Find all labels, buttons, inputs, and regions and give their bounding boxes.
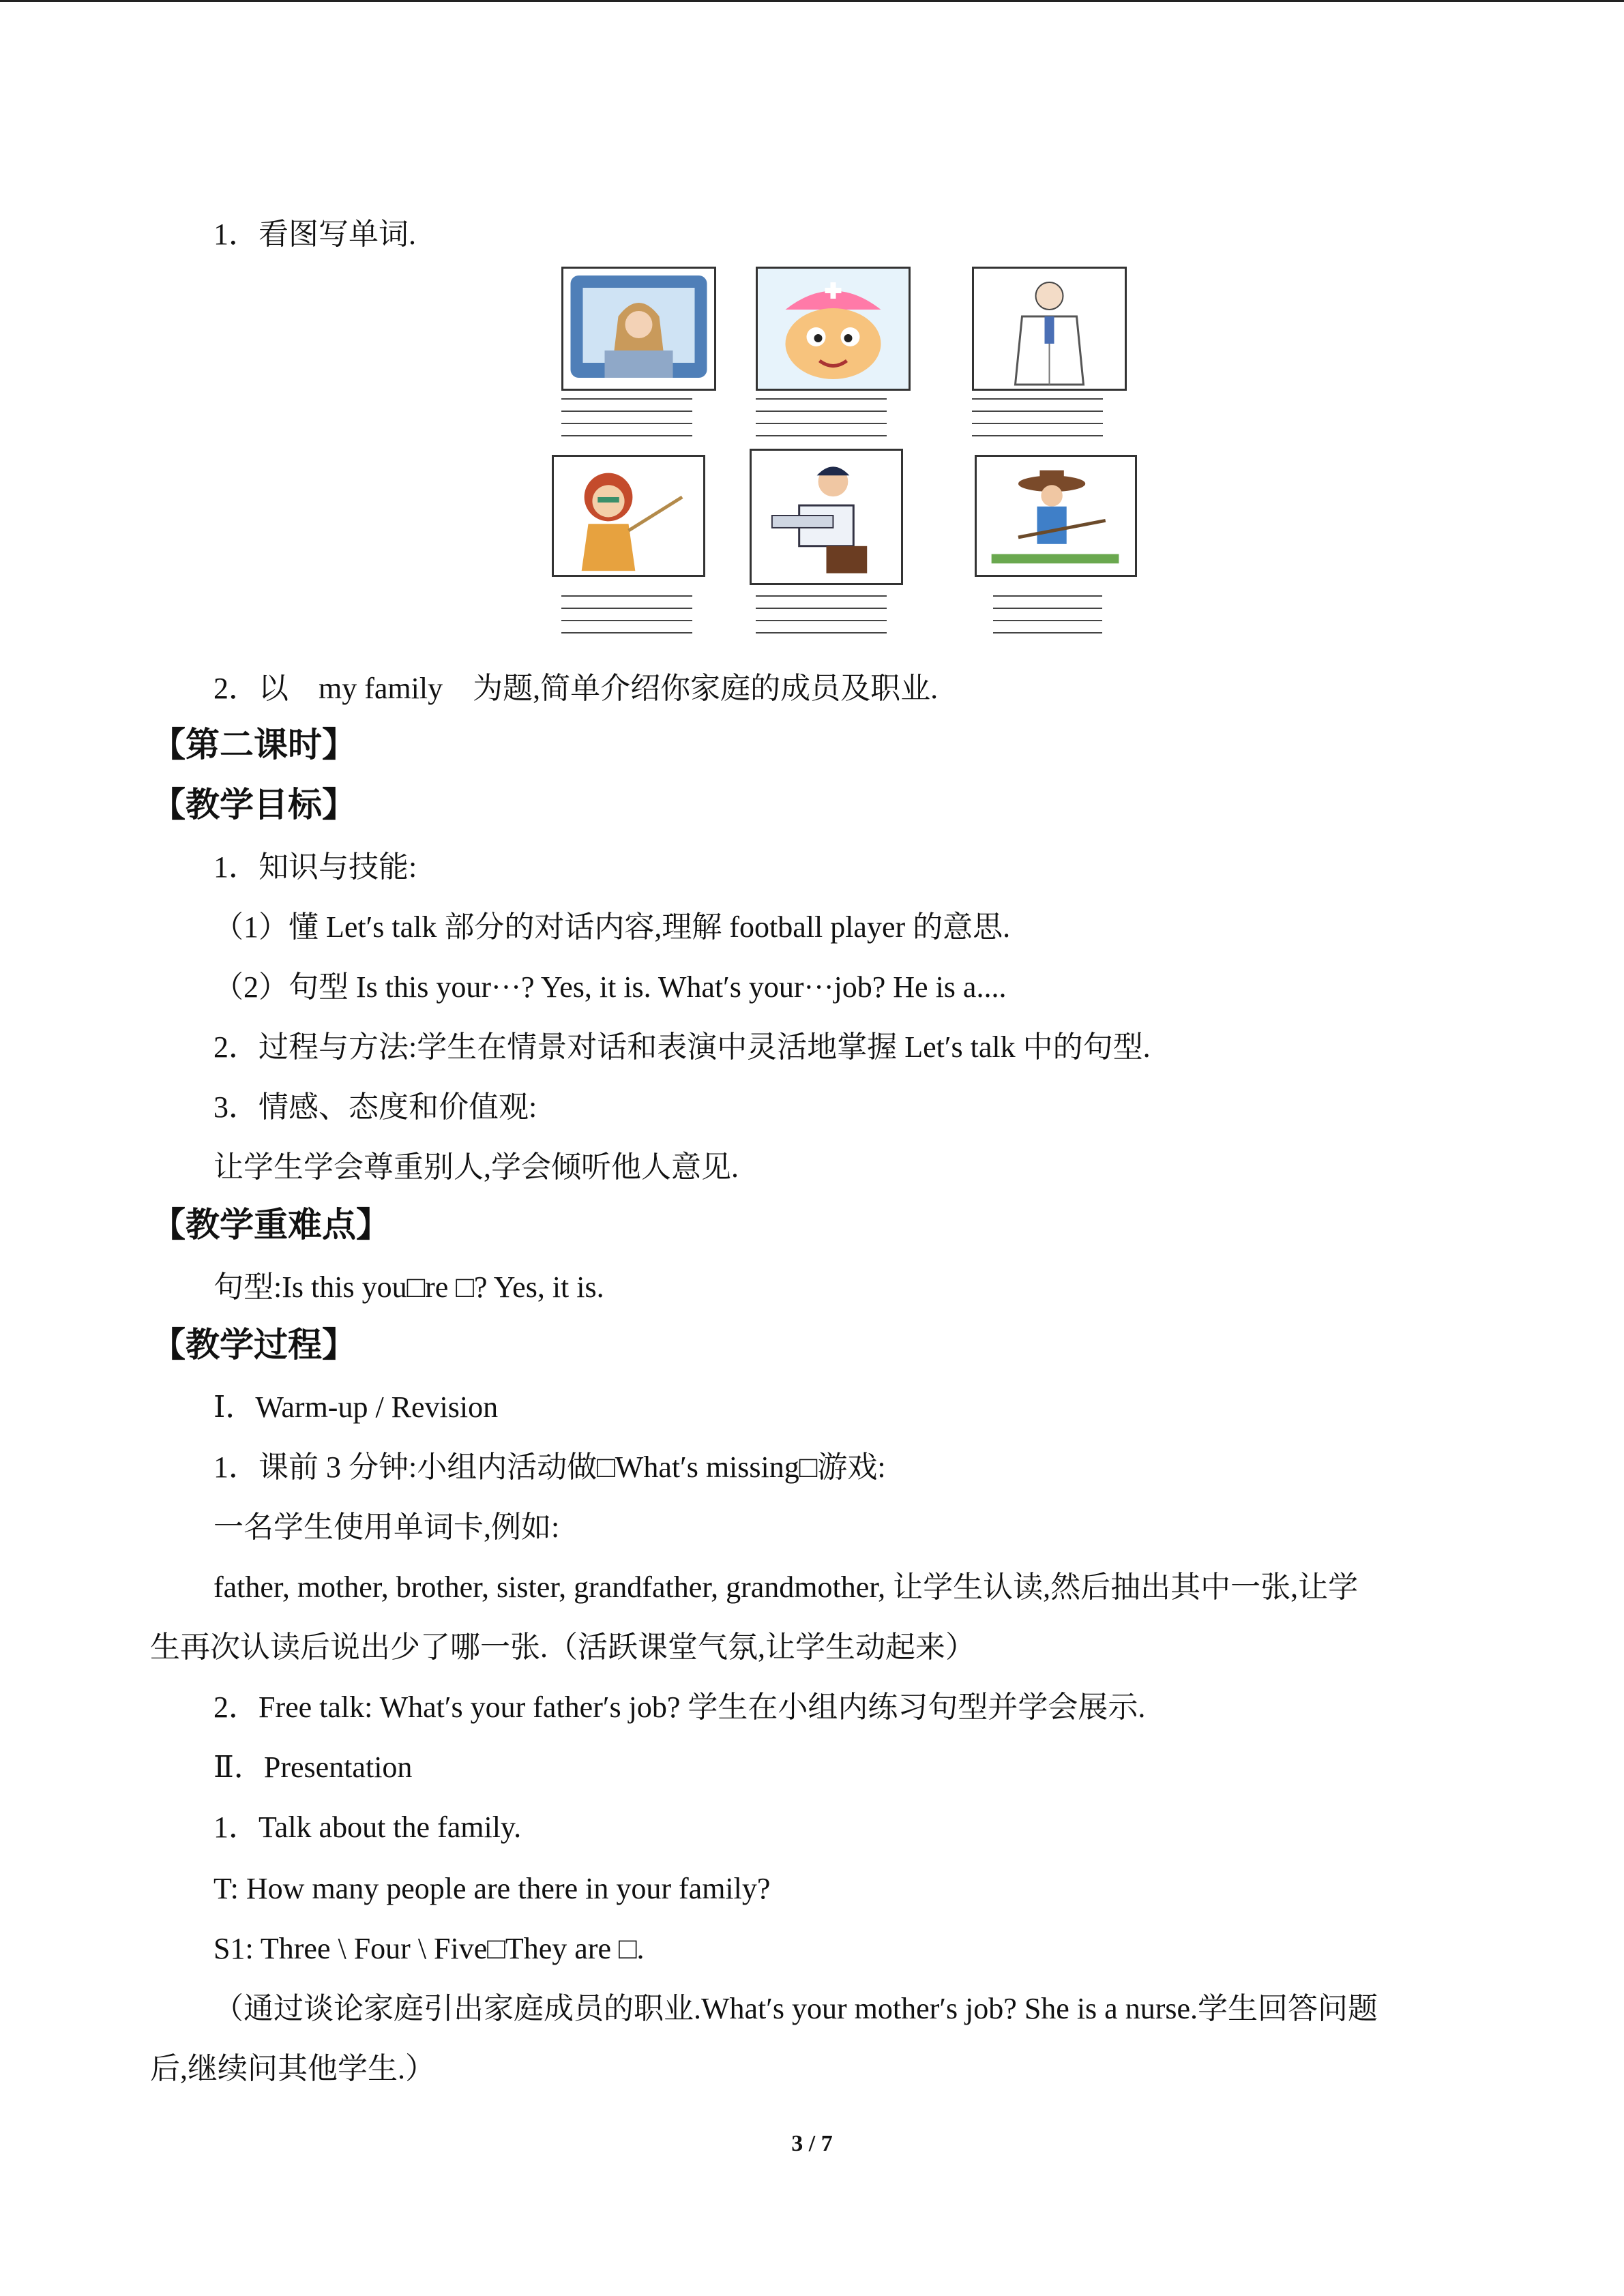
presentation-heading: Ⅱ．Presentation [213,1750,413,1784]
page-top-border [0,0,1624,2]
goal-1: 1．知识与技能: [213,850,417,884]
warmup-step-1b-line2: 生再次认读后说出少了哪一张.（活跃课堂气氛,让学生动起来） [150,1630,975,1664]
picture-teacher [552,455,705,577]
answer-lines-driver[interactable] [561,398,692,447]
goal-2: 2．过程与方法:学生在情景对话和表演中灵活地掌握 Let′s talk 中的句型. [213,1030,1151,1064]
picture-nurse [756,267,911,391]
goals-heading: 【教学目标】 [151,785,356,824]
student-line: S1: Three \ Four \ Five□They are □. [213,1932,645,1965]
answer-lines-doctor[interactable] [972,398,1103,447]
goal-1a: （1）懂 Let′s talk 部分的对话内容,理解 football player 的意思. [213,910,1011,944]
note-line-2: 后,继续问其他学生.） [150,2052,435,2085]
page-number: 3 / 7 [791,2131,833,2156]
lesson-heading: 【第二课时】 [151,725,356,764]
goal-1b: （2）句型 Is this your···? Yes, it is. What′s your···job? He is a.... [213,970,1007,1004]
answer-lines-sailor[interactable] [756,595,887,644]
key-points-heading: 【教学重难点】 [151,1205,390,1244]
answer-lines-teacher[interactable] [561,595,692,644]
exercise-question-2: 2．以 my family 为题,简单介绍你家庭的成员及职业. [213,672,939,705]
warmup-step-1b-line1: father, mother, brother, sister, grandfather, grandmother, 让学生认读,然后抽出其中一张,让学 [213,1570,1359,1604]
warmup-step-1: 1．课前 3 分钟:小组内活动做□What′s missing□游戏: [213,1450,886,1484]
key-points-text: 句型:Is this you□re □? Yes, it is. [213,1270,604,1304]
note-line-1: （通过谈论家庭引出家庭成员的职业.What′s your mother′s job? She is a nurse.学生回答问题 [213,1992,1378,2025]
picture-driver [561,267,716,391]
process-heading: 【教学过程】 [151,1325,356,1365]
picture-sailor [750,449,903,585]
warmup-heading: Ⅰ．Warm-up / Revision [213,1390,499,1424]
goal-3a: 让学生学会尊重别人,学会倾听他人意见. [213,1150,739,1184]
doctor-icon [974,269,1125,389]
farmer-icon [977,457,1135,575]
goal-3: 3．情感、态度和价值观: [213,1090,537,1124]
picture-farmer [975,455,1137,577]
nurse-icon [758,269,909,389]
warmup-step-2: 2．Free talk: What′s your father′s job? 学生在小组内练习句型并学会展示. [213,1690,1146,1724]
driver-icon [563,269,714,389]
teacher-icon [554,457,703,575]
sailor-icon [752,451,901,583]
warmup-step-1a: 一名学生使用单词卡,例如: [213,1510,560,1544]
presentation-step-1: 1．Talk about the family. [213,1810,522,1844]
answer-lines-farmer[interactable] [993,595,1102,644]
exercise-question-1: 1．看图写单词. [213,218,416,251]
teacher-line: T: How many people are there in your family? [213,1872,771,1905]
answer-lines-nurse[interactable] [756,398,887,447]
picture-doctor [972,267,1127,391]
